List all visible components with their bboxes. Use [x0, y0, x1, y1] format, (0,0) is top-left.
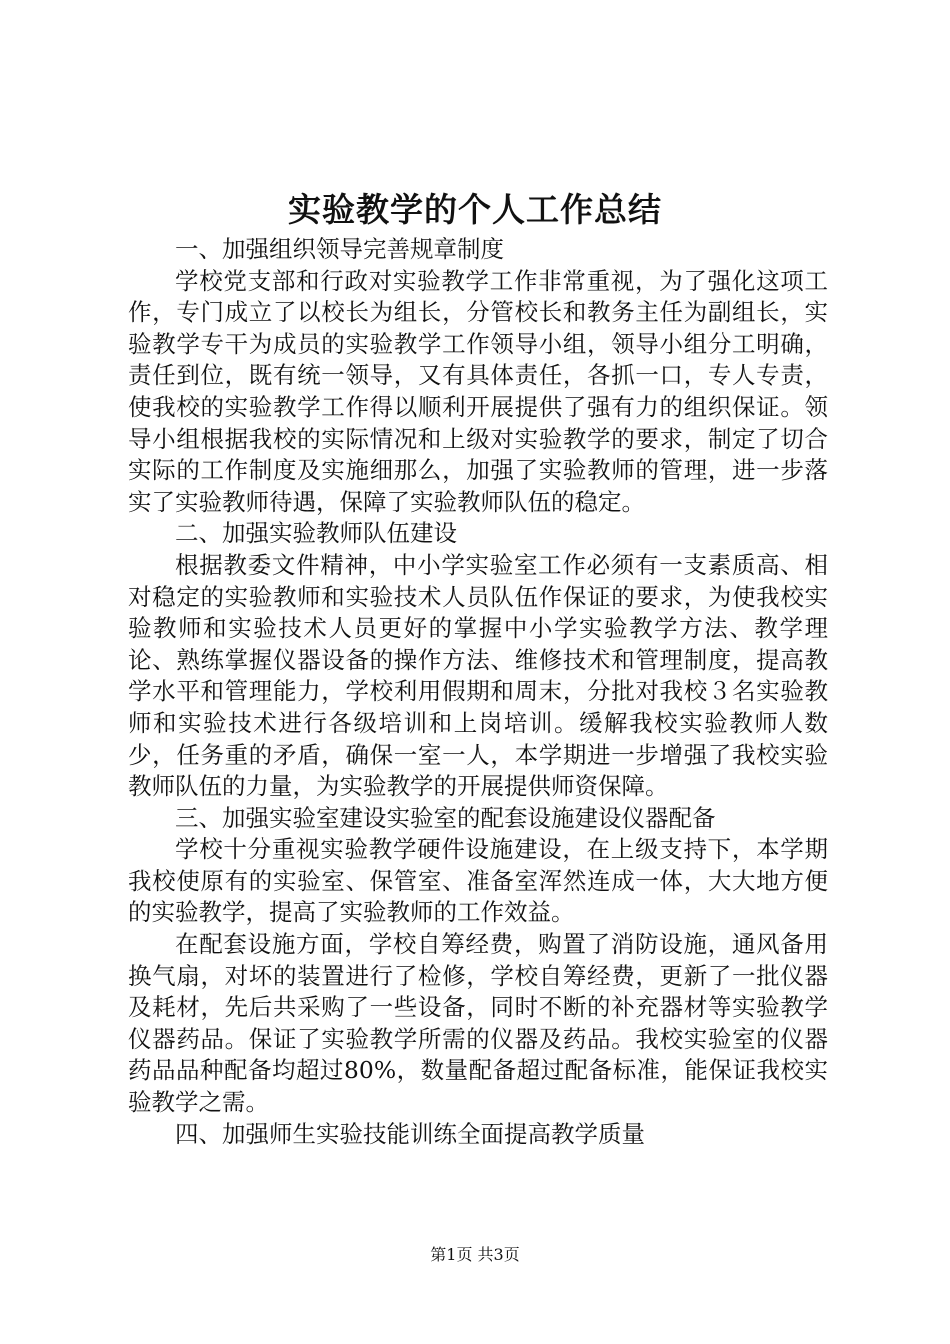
body-paragraph: 学校十分重视实验教学硬件设施建设，在上级支持下，本学期我校使原有的实验室、保管室、准备室浑然连成一体，大大地方便的实验教学，提高了实验教师的工作效益。	[128, 835, 828, 927]
body-paragraph: 学校党支部和行政对实验教学工作非常重视，为了强化这项工作，专门成立了以校长为组长，分管校长和教务主任为副组长，实验教学专干为成员的实验教学工作领导小组，领导小组分工明确，责任到位，既有统一领导，又有具体责任，各抓一口，专人专责，使我校的实验教学工作得以顺利开展提供了强有力的组织保证。领导小组根据我校的实际情况和上级对实验教学的要求，制定了切合实际的工作制度及实施细那么，加强了实验教师的管理，进一步落实了实验教师待遇，保障了实验教师队伍的稳定。	[128, 266, 828, 516]
body-paragraph: 在配套设施方面，学校自筹经费，购置了消防设施，通风备用换气扇，对坏的装置进行了检修，学校自筹经费，更新了一批仪器及耗材，先后共采购了一些设备，同时不断的补充器材等实验教学仪器药品。保证了实验教学所需的仪器及药品。我校实验室的仪器药品品种配备均超过80%，数量配备超过配备标准，能保证我校实验教学之需。	[128, 930, 828, 1117]
document-title: 实验教学的个人工作总结	[288, 190, 662, 229]
page-footer: 第1页 共3页	[430, 1245, 520, 1264]
section-heading: 四、加强师生实验技能训练全面提高教学质量	[175, 1119, 645, 1148]
body-paragraph: 根据教委文件精神，中小学实验室工作必须有一支素质高、相对稳定的实验教师和实验技术人员队伍作保证的要求，为使我校实验教师和实验技术人员更好的掌握中小学实验教学方法、教学理论、熟练掌握仪器设备的操作方法、维修技术和管理制度，提高教学水平和管理能力，学校利用假期和周末，分批对我校３名实验教师和实验技术进行各级培训和上岗培训。缓解我校实验教师人数少，任务重的矛盾，确保一室一人，本学期进一步增强了我校实验教师队伍的力量，为实验教学的开展提供师资保障。	[128, 550, 828, 801]
section-heading: 二、加强实验教师队伍建设	[175, 519, 457, 548]
section-heading: 一、加强组织领导完善规章制度	[175, 235, 504, 263]
section-heading: 三、加强实验室建设实验室的配套设施建设仪器配备	[175, 803, 716, 832]
document-body	[128, 234, 828, 1150]
